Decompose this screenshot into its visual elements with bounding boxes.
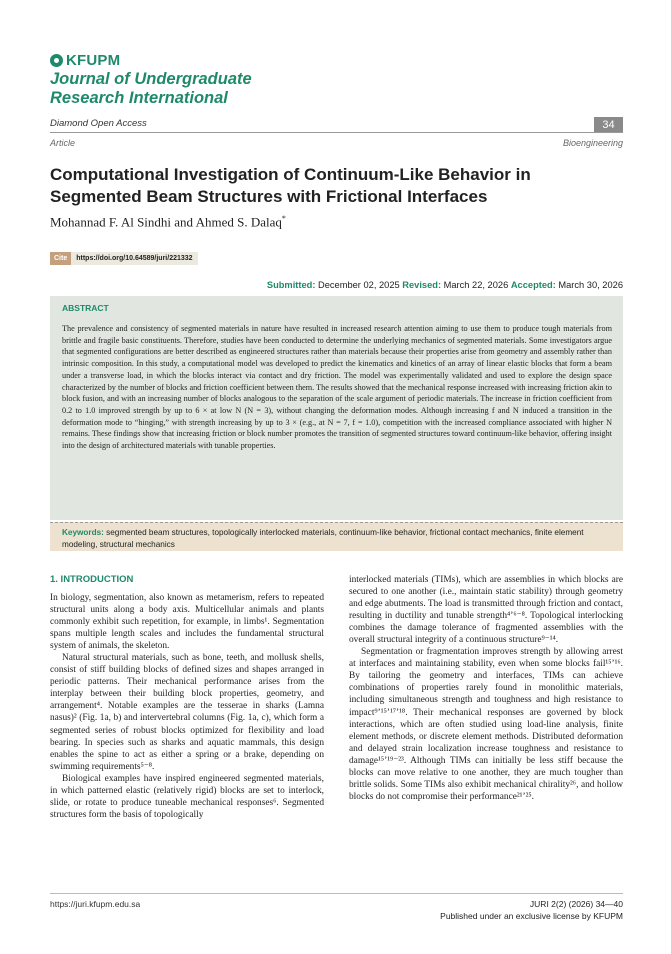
authors — [50, 214, 286, 230]
section-heading-introduction: 1. INTRODUCTION — [50, 574, 134, 585]
keywords-box — [50, 522, 623, 551]
submitted-date: December 02, 2025 — [318, 280, 400, 290]
brand-name: KFUPM — [66, 52, 121, 69]
author-names: Mohannad F. Al Sindhi and Ahmed S. Dalaq — [50, 214, 282, 230]
revised-label: Revised: — [402, 280, 442, 290]
corresponding-author-mark: * — [281, 214, 286, 223]
paragraph: Biological examples have inspired engineered segmented materials, in which patterned elastic (relatively rigid) blocks are set to interlock, slide, or rotate to produce tuneable mechanical responses⁶. Segmented structures form the basis of topologically — [50, 773, 324, 820]
article-type: Article — [50, 138, 76, 148]
paragraph: Natural structural materials, such as bone, teeth, and mollusk shells, consist of stiff building blocks of defined sizes and shapes arranged in periodic patterns. Their mechanical performance arises from the interplay between their building block properties, geometry, and arrangement⁴. Notable examples are the tesserae in sharks (Lamna nasus)² (Fig. 1a, b) and intervertebral columns (Fig. 1a, c), which form a segmented series of robust blocks optimized for flexibility and load bearing. In species such as sharks and aquatic mammals, this design enables the spine to act as either a spring or a brake, depending on swimming requirements⁵⁻⁸. — [50, 653, 324, 772]
accepted-date: March 30, 2026 — [558, 280, 623, 290]
keywords — [62, 527, 612, 550]
header-divider — [50, 132, 623, 133]
doi-link[interactable]: https://doi.org/10.64589/juri/221332 — [76, 255, 193, 262]
paragraph: In biology, segmentation, also known as metamerism, refers to repeated structural units along a body axis. Multicellular animals and plants commonly exhibit such repetition, for example, in limbs¹. Segmentation spans multiple length scales and includes the fundamental structural system of animals, the skeleton. — [50, 593, 324, 652]
submitted-label: Submitted: — [266, 280, 316, 290]
journal-logo — [50, 52, 120, 69]
abstract-heading: ABSTRACT — [62, 303, 109, 313]
footer-url[interactable]: https://juri.kfupm.edu.sa — [50, 899, 141, 909]
paragraph: interlocked materials (TIMs), which are assemblies in which blocks are secured to one another (i.e., maintain static stability) through geometry and edge abutments. The load is transmitted through friction and contact, resulting in ductility and tunable strength⁴ʼ⁶⁻⁸. Topological interlocking combines the damage tolerance of fragmented assemblies with the overall structural integrity of a continuous structure⁹⁻¹⁴. — [349, 575, 623, 646]
publication-dates — [267, 280, 623, 290]
accepted-label: Accepted: — [510, 280, 556, 290]
discipline: Bioengineering — [562, 138, 623, 148]
body-column-left — [50, 592, 324, 821]
kfupm-logo-icon — [50, 54, 63, 67]
cite-label: Cite — [50, 252, 71, 265]
paragraph: Segmentation or fragmentation improves strength by allowing arrest at interfaces and maintaining stability, even when some blocks fail¹⁵ʼ¹⁶. By tailoring the geometry and interfaces, TIMs can achieve combinations of properties rarely found in monolithic materials, including simultaneous strength and toughness and high resistance to impact⁹ʼ¹⁵ʼ¹⁷ʼ¹⁸. Their mechanical responses are governed by block interactions, which are often studied using load-line analysis, finite element methods, or discrete element methods. Distributed deformation and delayed strain localization increase toughness and resistance to damage¹⁵ʼ¹⁹⁻²³. Although TIMs can initially be less stiff because the blocks can move relative to one another, they are much tougher than brittle solids. Some TIMs also exhibit mechanical chirality²⁶, and hollow blocks do not compromise their performance²¹ʼ²⁵. — [349, 647, 623, 802]
keywords-label: Keywords: — [62, 528, 104, 537]
keywords-list: segmented beam structures, topologically interlocked materials, continuum-like behavior, frictional contact mechanics, finite element modeling, structural mechanics — [62, 528, 584, 549]
footer-license: Published under an exclusive license by KFUPM — [440, 911, 623, 921]
page-number-badge: 34 — [594, 117, 623, 133]
journal-name — [50, 70, 350, 108]
body-column-right — [349, 574, 623, 803]
footer-divider — [50, 893, 623, 894]
cite-bar — [50, 252, 198, 265]
revised-date: March 22, 2026 — [443, 280, 509, 290]
journal-name-line1: Journal of Undergraduate — [50, 70, 252, 88]
abstract-text: The prevalence and consistency of segmented materials in nature have resulted in increased research attention aiming to use them to produce tough materials from brittle and fragile basic constituents. Therefore, studies have been conducted to determine the underlying mechanics of segmented materials. Some investigators argue that segmented configurations are better described as engineered structures rather than materials because their properties arise from geometry and assembly rather than intrinsic composition. In this study, a computational model was developed to predict the kinematics and kinetics of an array of linear elastic blocks that form a beam under a transverse load, in which the blocks interact via contact and dry friction. The model was experimentally validated and used to explore the design space characterized by the number of blocks and friction coefficient between them. The results showed that the mechanical response increased with increasing friction akin to block fusion, and with an increasing number of blocks analogous to the separation of the scale argument of periodic materials. The increase in friction coefficient from 0.2 to 1.0 improved strength by up to 6 × at low N (N = 3), without changing the deformation modes. Although increasing f and N induced a transition in the deformation mode to “hinging,” with strength increasing by up to 3 × (e.g., at N = 7, f = 1.0), competition with the increased compliance associated with higher N remains. These findings show that increasing friction or block number promotes the transition of segmented structures toward continuum-like behavior, offering insight into the design of architectured materials with tunable properties. — [62, 324, 612, 451]
abstract-box — [50, 296, 623, 520]
footer-citation: JURI 2(2) (2026) 34—40 — [529, 899, 623, 909]
article-title: Computational Investigation of Continuum-Like Behavior in Segmented Beam Structures with Frictional Interfaces — [50, 165, 531, 206]
journal-name-line2: Research International — [50, 89, 228, 107]
access-type: Diamond Open Access — [50, 118, 147, 129]
